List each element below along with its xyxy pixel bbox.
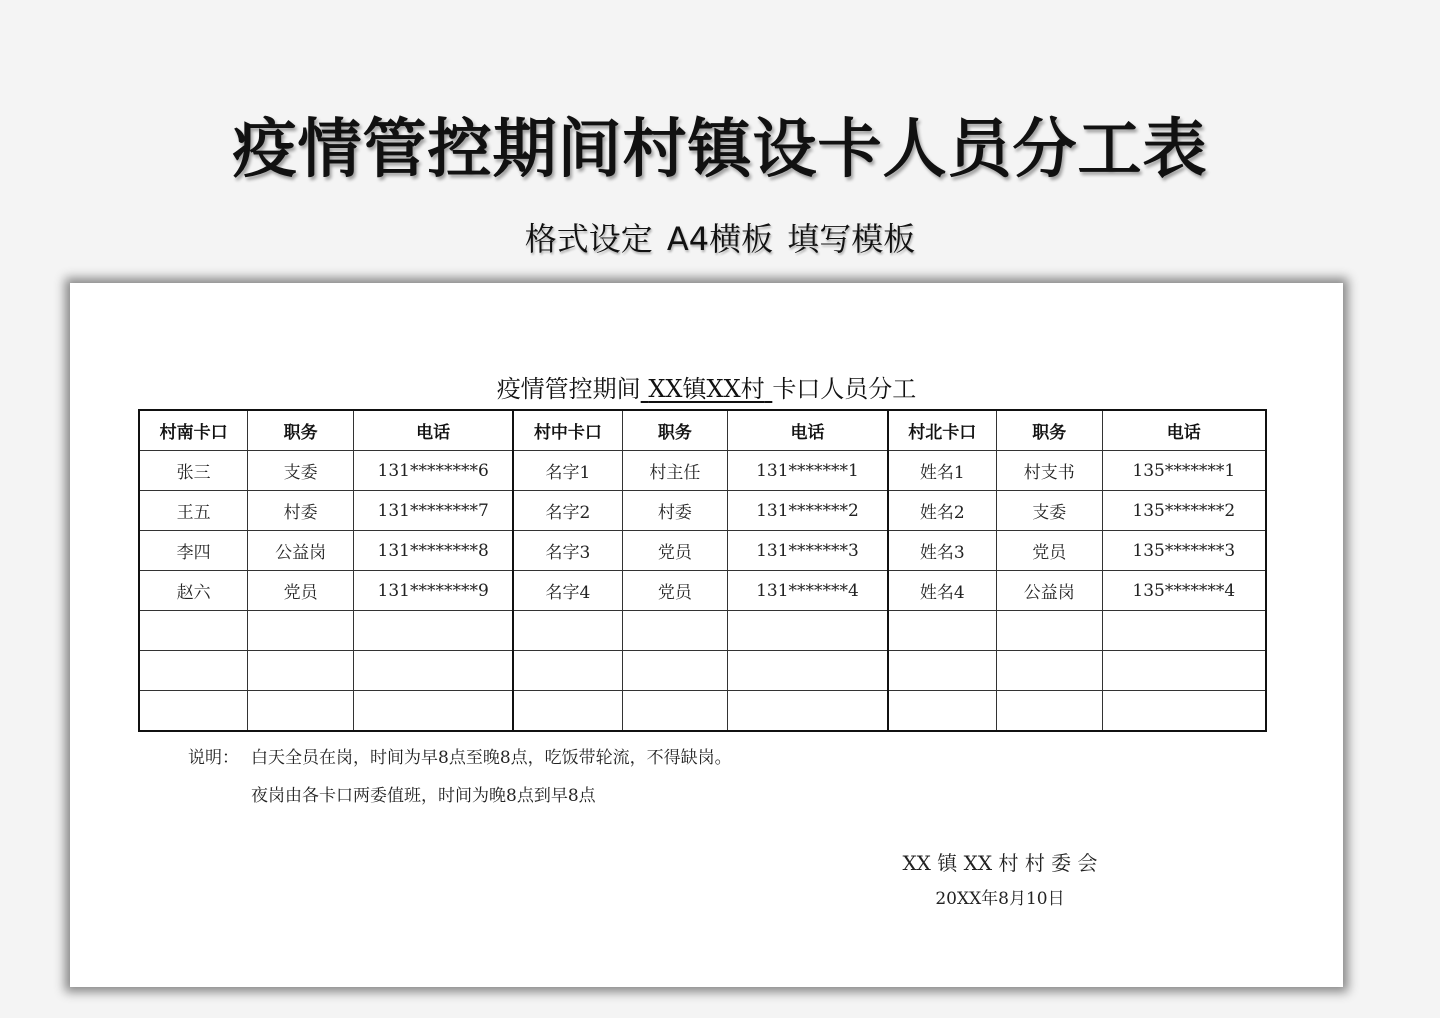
table-cell [1102,651,1266,691]
table-cell: 135*******3 [1102,531,1266,571]
banner-subtitle: 格式设定 A4横板 填写模板 [524,220,916,258]
table-cell [139,691,248,732]
column-header: 电话 [353,410,513,451]
table-row [139,491,1266,531]
column-header: 村中卡口 [513,410,622,451]
table-cell [622,651,728,691]
table-cell: 党员 [996,531,1102,571]
table-cell: 党员 [622,571,728,611]
table-cell: 名字3 [513,531,622,571]
table-cell [728,691,888,732]
table-cell: 支委 [996,491,1102,531]
table-cell: 姓名2 [888,491,997,531]
column-header: 职务 [996,410,1102,451]
table-cell: 131*******4 [728,571,888,611]
duty-table [138,409,1267,732]
table-cell: 131********9 [353,571,513,611]
table-cell [888,611,997,651]
table-row [139,531,1266,571]
table-cell: 131*******1 [728,451,888,491]
table-cell: 村委 [248,491,354,531]
note-label: 说明： [188,748,239,768]
table-cell [1102,691,1266,732]
table-cell: 131********8 [353,531,513,571]
table-cell: 131*******3 [728,531,888,571]
table-cell [728,651,888,691]
document-title [70,369,1343,404]
table-cell: 张三 [139,451,248,491]
table-cell: 名字1 [513,451,622,491]
column-header: 电话 [1102,410,1266,451]
table-cell [996,611,1102,651]
document-title-place: XX镇XX村 [648,375,765,403]
table-row [139,611,1266,651]
table-cell [248,651,354,691]
column-header: 电话 [728,410,888,451]
table-row [139,451,1266,491]
table-row [139,651,1266,691]
table-cell [139,611,248,651]
document-title-suffix: 卡口人员分工 [772,375,917,403]
table-cell [248,691,354,732]
signature-committee: XX 镇 XX 村 村 委 会 [902,851,1098,875]
table-header-row [139,410,1266,451]
table-cell: 村主任 [622,451,728,491]
table-cell: 赵六 [139,571,248,611]
table-row [139,691,1266,732]
table-cell [513,651,622,691]
table-cell [728,611,888,651]
table-cell [888,691,997,732]
table-cell: 党员 [248,571,354,611]
table-cell: 姓名1 [888,451,997,491]
table-cell [139,651,248,691]
banner-title: 疫情管控期间村镇设卡人员分工表 [232,113,1208,187]
table-cell [622,691,728,732]
table-cell [1102,611,1266,651]
table-cell: 公益岗 [248,531,354,571]
table-cell: 姓名4 [888,571,997,611]
table-cell: 公益岗 [996,571,1102,611]
table-cell [996,691,1102,732]
table-cell: 135*******2 [1102,491,1266,531]
column-header: 职务 [622,410,728,451]
table-cell: 131********6 [353,451,513,491]
table-cell: 支委 [248,451,354,491]
table-cell: 村支书 [996,451,1102,491]
signature-date: 20XX年8月10日 [935,889,1065,909]
column-header: 职务 [248,410,354,451]
table-cell: 131*******2 [728,491,888,531]
column-header: 村南卡口 [139,410,248,451]
table-cell: 党员 [622,531,728,571]
table-cell [622,611,728,651]
table-cell [888,651,997,691]
table-cell: 135*******4 [1102,571,1266,611]
table-cell: 名字2 [513,491,622,531]
document-title-prefix: 疫情管控期间 [496,375,641,403]
document-sheet [70,283,1343,987]
note-line-1: 白天全员在岗，时间为早8点至晚8点，吃饭带轮流，不得缺岗。 [251,748,732,768]
table-cell: 135*******1 [1102,451,1266,491]
column-header: 村北卡口 [888,410,997,451]
table-cell [996,651,1102,691]
table-cell [513,691,622,732]
table-cell: 131********7 [353,491,513,531]
table-cell: 王五 [139,491,248,531]
table-cell [353,651,513,691]
table-cell: 名字4 [513,571,622,611]
table-row [139,571,1266,611]
table-cell [353,611,513,651]
note-line-2: 夜岗由各卡口两委值班，时间为晚8点到早8点 [251,786,596,806]
table-cell [513,611,622,651]
table-cell [248,611,354,651]
table-cell: 李四 [139,531,248,571]
table-cell [353,691,513,732]
table-cell: 村委 [622,491,728,531]
table-cell: 姓名3 [888,531,997,571]
